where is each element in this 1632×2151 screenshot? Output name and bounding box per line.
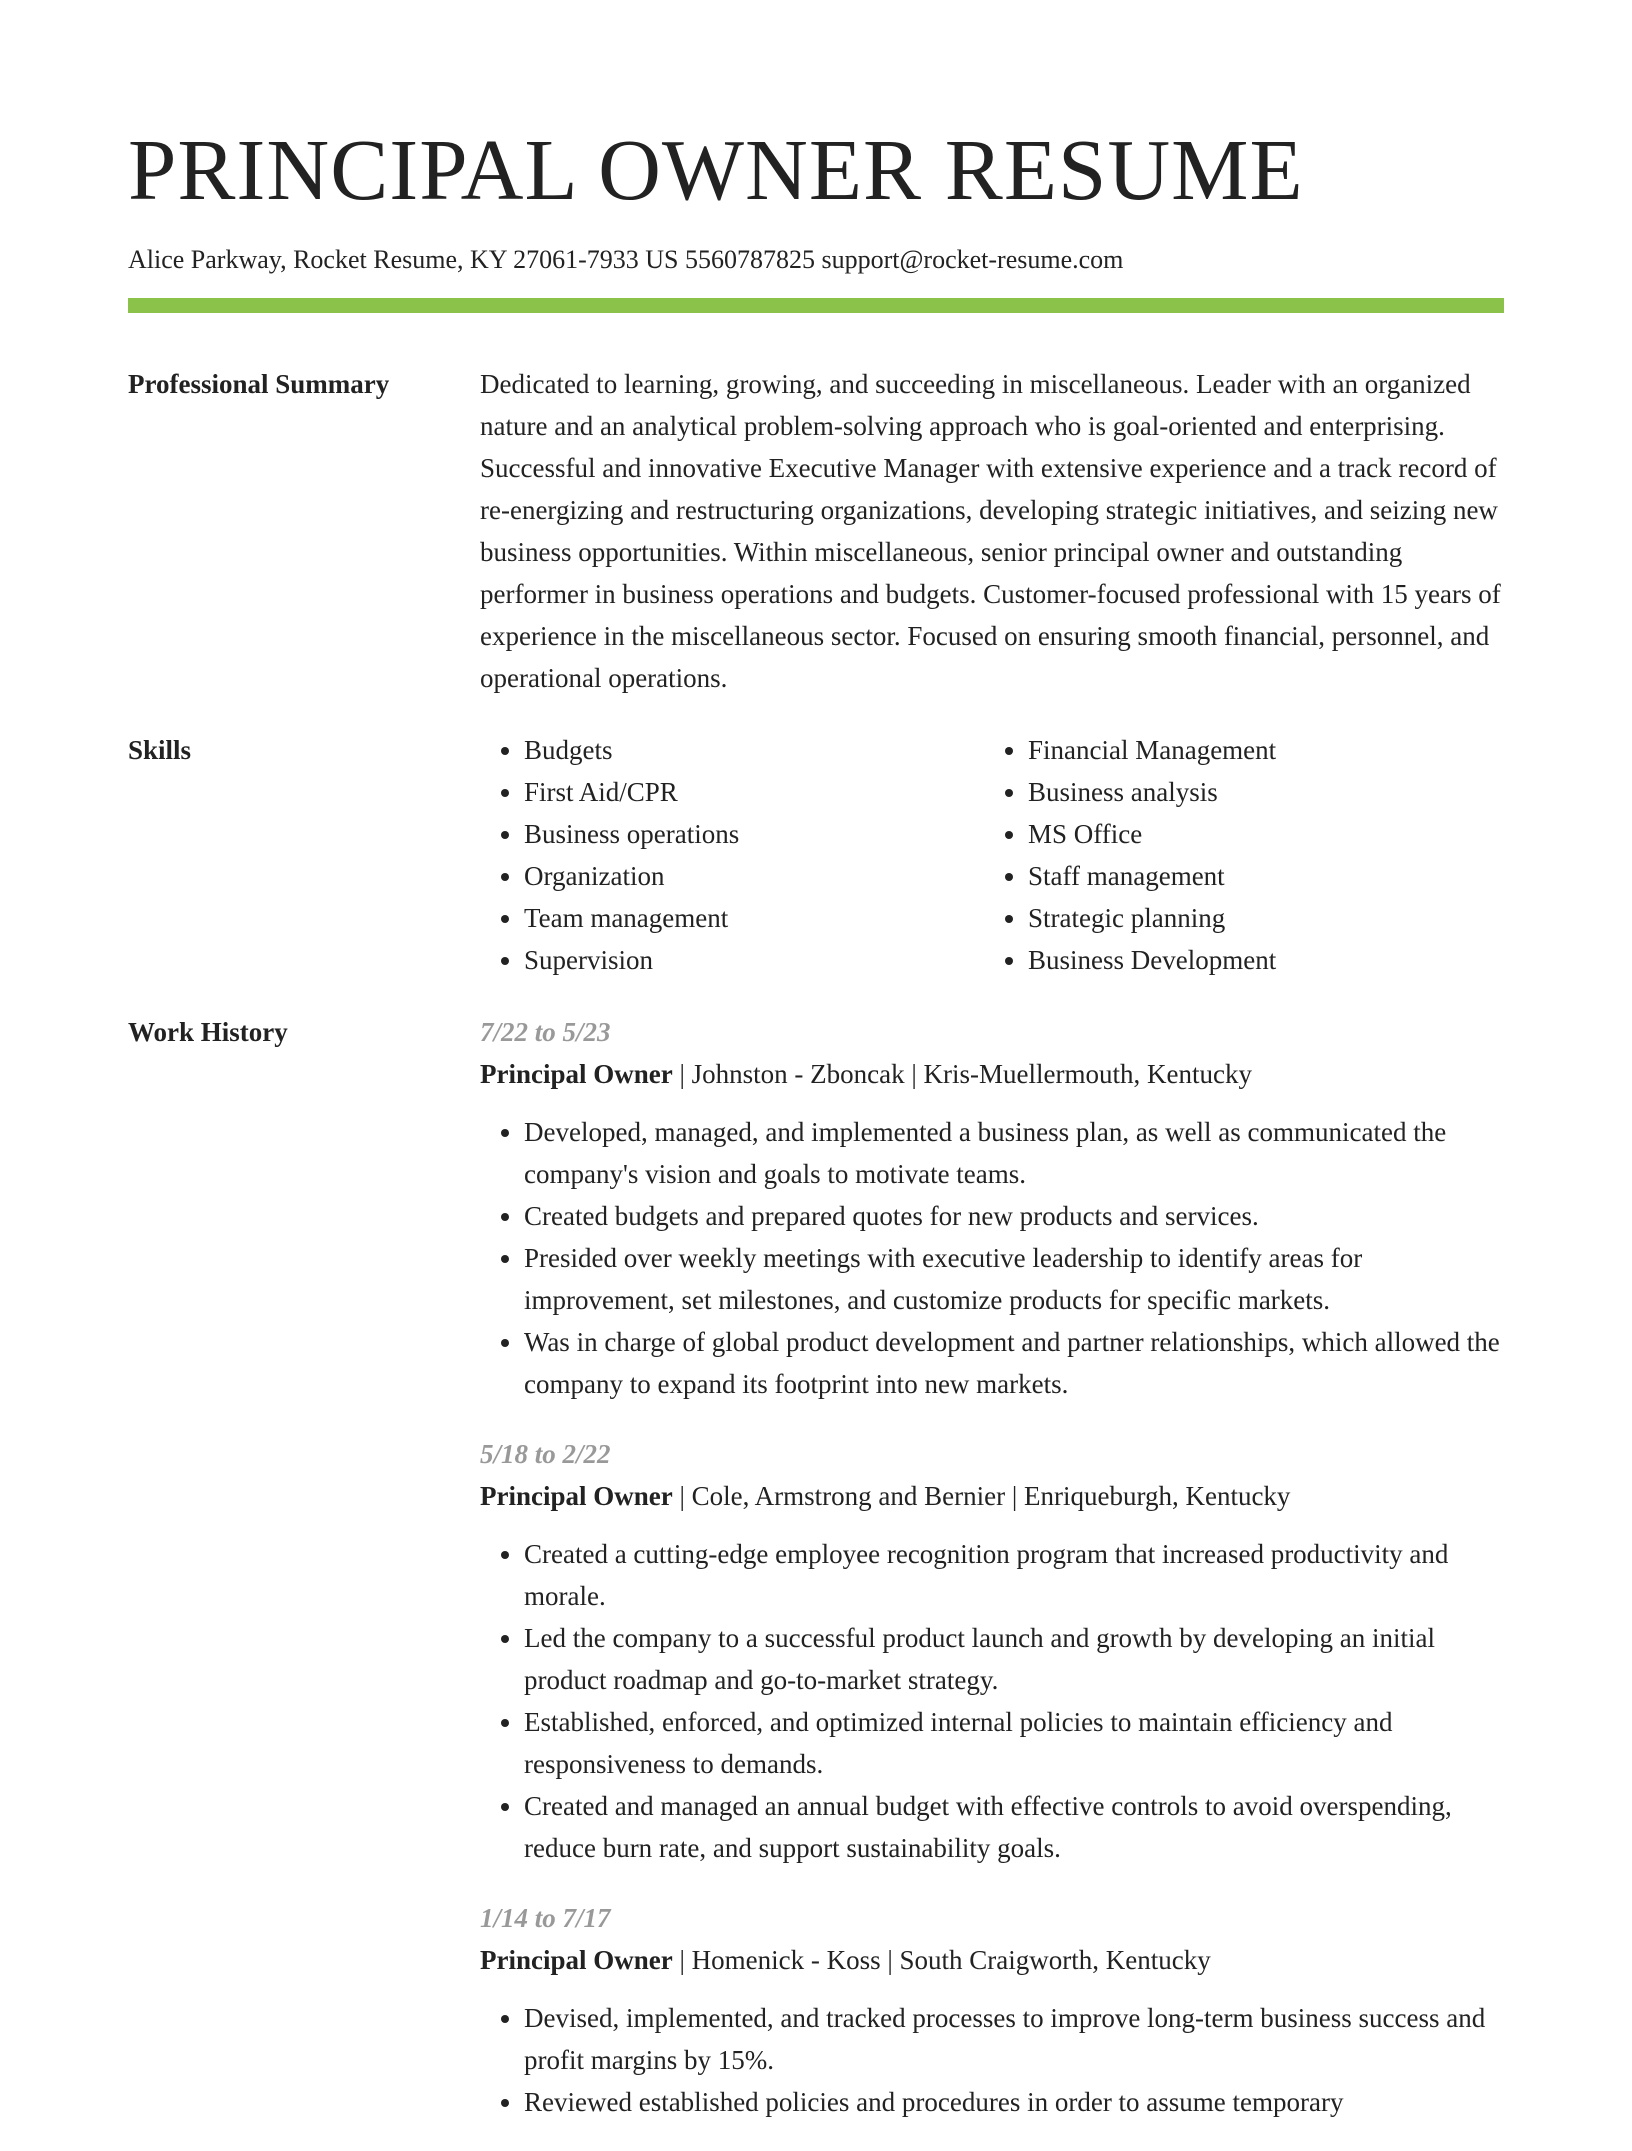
job-bullets xyxy=(480,1533,1504,1869)
job-bullet: • Developed, managed, and implemented a business plan, as well as communicated the company's vision and goals to motivate teams. xyxy=(524,1111,1504,1195)
summary-text: Dedicated to learning, growing, and succeeding in miscellaneous. Leader with an organized nature and an analytical problem-solving approach who is goal-oriented and enterprising. Successful and innovative Executive Manager with extensive experience and a track record of re-energizing and restructuring organizations, developing strategic initiatives, and seizing new business opportunities. Within miscellaneous, senior principal owner and outstanding performer in business operations and budgets. Customer-focused professional with 15 years of experience in the miscellaneous sector. Focused on ensuring smooth financial, personnel, and operational operations. xyxy=(480,369,1501,693)
skill-item: • First Aid/CPR xyxy=(524,771,984,813)
skill-item: • Organization xyxy=(524,855,984,897)
job-entry xyxy=(480,1897,1504,2123)
job-employer-location: | Cole, Armstrong and Bernier | Enriqueburgh, Kentucky xyxy=(672,1481,1291,1511)
job-bullet: • Created budgets and prepared quotes for new products and services. xyxy=(524,1195,1504,1237)
job-bullet: • Led the company to a successful product launch and growth by developing an initial product roadmap and go-to-market strategy. xyxy=(524,1617,1504,1701)
job-header xyxy=(480,1475,1504,1517)
job-entry xyxy=(480,1011,1504,1405)
resume-title: PRINCIPAL OWNER RESUME xyxy=(128,121,1304,218)
job-bullet: • Was in charge of global product development and partner relationships, which allowed the company to expand its footprint into new markets. xyxy=(524,1321,1504,1405)
job-title: Principal Owner xyxy=(480,1059,673,1089)
job-bullet: • Created a cutting-edge employee recognition program that increased productivity and morale. xyxy=(524,1533,1504,1617)
job-title: Principal Owner xyxy=(480,1945,673,1975)
section-label-professional-summary: Professional Summary xyxy=(128,369,390,399)
job-header xyxy=(480,1939,1504,1981)
job-bullet: • Presided over weekly meetings with executive leadership to identify areas for improvement, set milestones, and customize products for specific markets. xyxy=(524,1237,1504,1321)
skill-item: • Supervision xyxy=(524,939,984,981)
job-bullet: • Devised, implemented, and tracked processes to improve long-term business success and profit margins by 15%. xyxy=(524,1997,1504,2081)
job-bullet: • Created and managed an annual budget with effective controls to avoid overspending, reduce burn rate, and support sustainability goals. xyxy=(524,1785,1504,1869)
skill-item: • Budgets xyxy=(524,729,984,771)
job-entry xyxy=(480,1433,1504,1869)
section-label-work-history: Work History xyxy=(128,1017,288,1047)
contact-line: Alice Parkway, Rocket Resume, KY 27061-7933 US 5560787825 support@rocket-resume.com xyxy=(128,245,1124,274)
job-header xyxy=(480,1053,1504,1095)
job-dates: 7/22 to 5/23 xyxy=(480,1017,611,1047)
skills-list-left xyxy=(480,729,984,981)
section-label-skills: Skills xyxy=(128,735,192,765)
skill-item: • Strategic planning xyxy=(1028,897,1528,939)
job-employer-location: | Homenick - Koss | South Craigworth, Kentucky xyxy=(672,1945,1211,1975)
skill-item: • Financial Management xyxy=(1028,729,1528,771)
skill-item: • Business Development xyxy=(1028,939,1528,981)
skills-list-right xyxy=(984,729,1528,981)
accent-divider xyxy=(128,298,1504,313)
skill-item: • Business analysis xyxy=(1028,771,1528,813)
job-bullet: • Established, enforced, and optimized internal policies to maintain efficiency and responsiveness to demands. xyxy=(524,1701,1504,1785)
skills-section xyxy=(128,729,1504,981)
skill-item: • Staff management xyxy=(1028,855,1528,897)
job-bullet: • Reviewed established policies and procedures in order to assume temporary xyxy=(524,2081,1504,2123)
job-employer-location: | Johnston - Zboncak | Kris-Muellermouth, Kentucky xyxy=(672,1059,1252,1089)
resume-page xyxy=(128,0,1504,2151)
job-dates: 5/18 to 2/22 xyxy=(480,1439,611,1469)
job-title: Principal Owner xyxy=(480,1481,673,1511)
job-bullets xyxy=(480,1997,1504,2123)
skill-item: • MS Office xyxy=(1028,813,1528,855)
skill-item: • Business operations xyxy=(524,813,984,855)
job-dates: 1/14 to 7/17 xyxy=(480,1903,611,1933)
professional-summary-section xyxy=(128,363,1504,699)
skill-item: • Team management xyxy=(524,897,984,939)
job-bullets xyxy=(480,1111,1504,1405)
work-history-section xyxy=(128,1011,1504,2151)
